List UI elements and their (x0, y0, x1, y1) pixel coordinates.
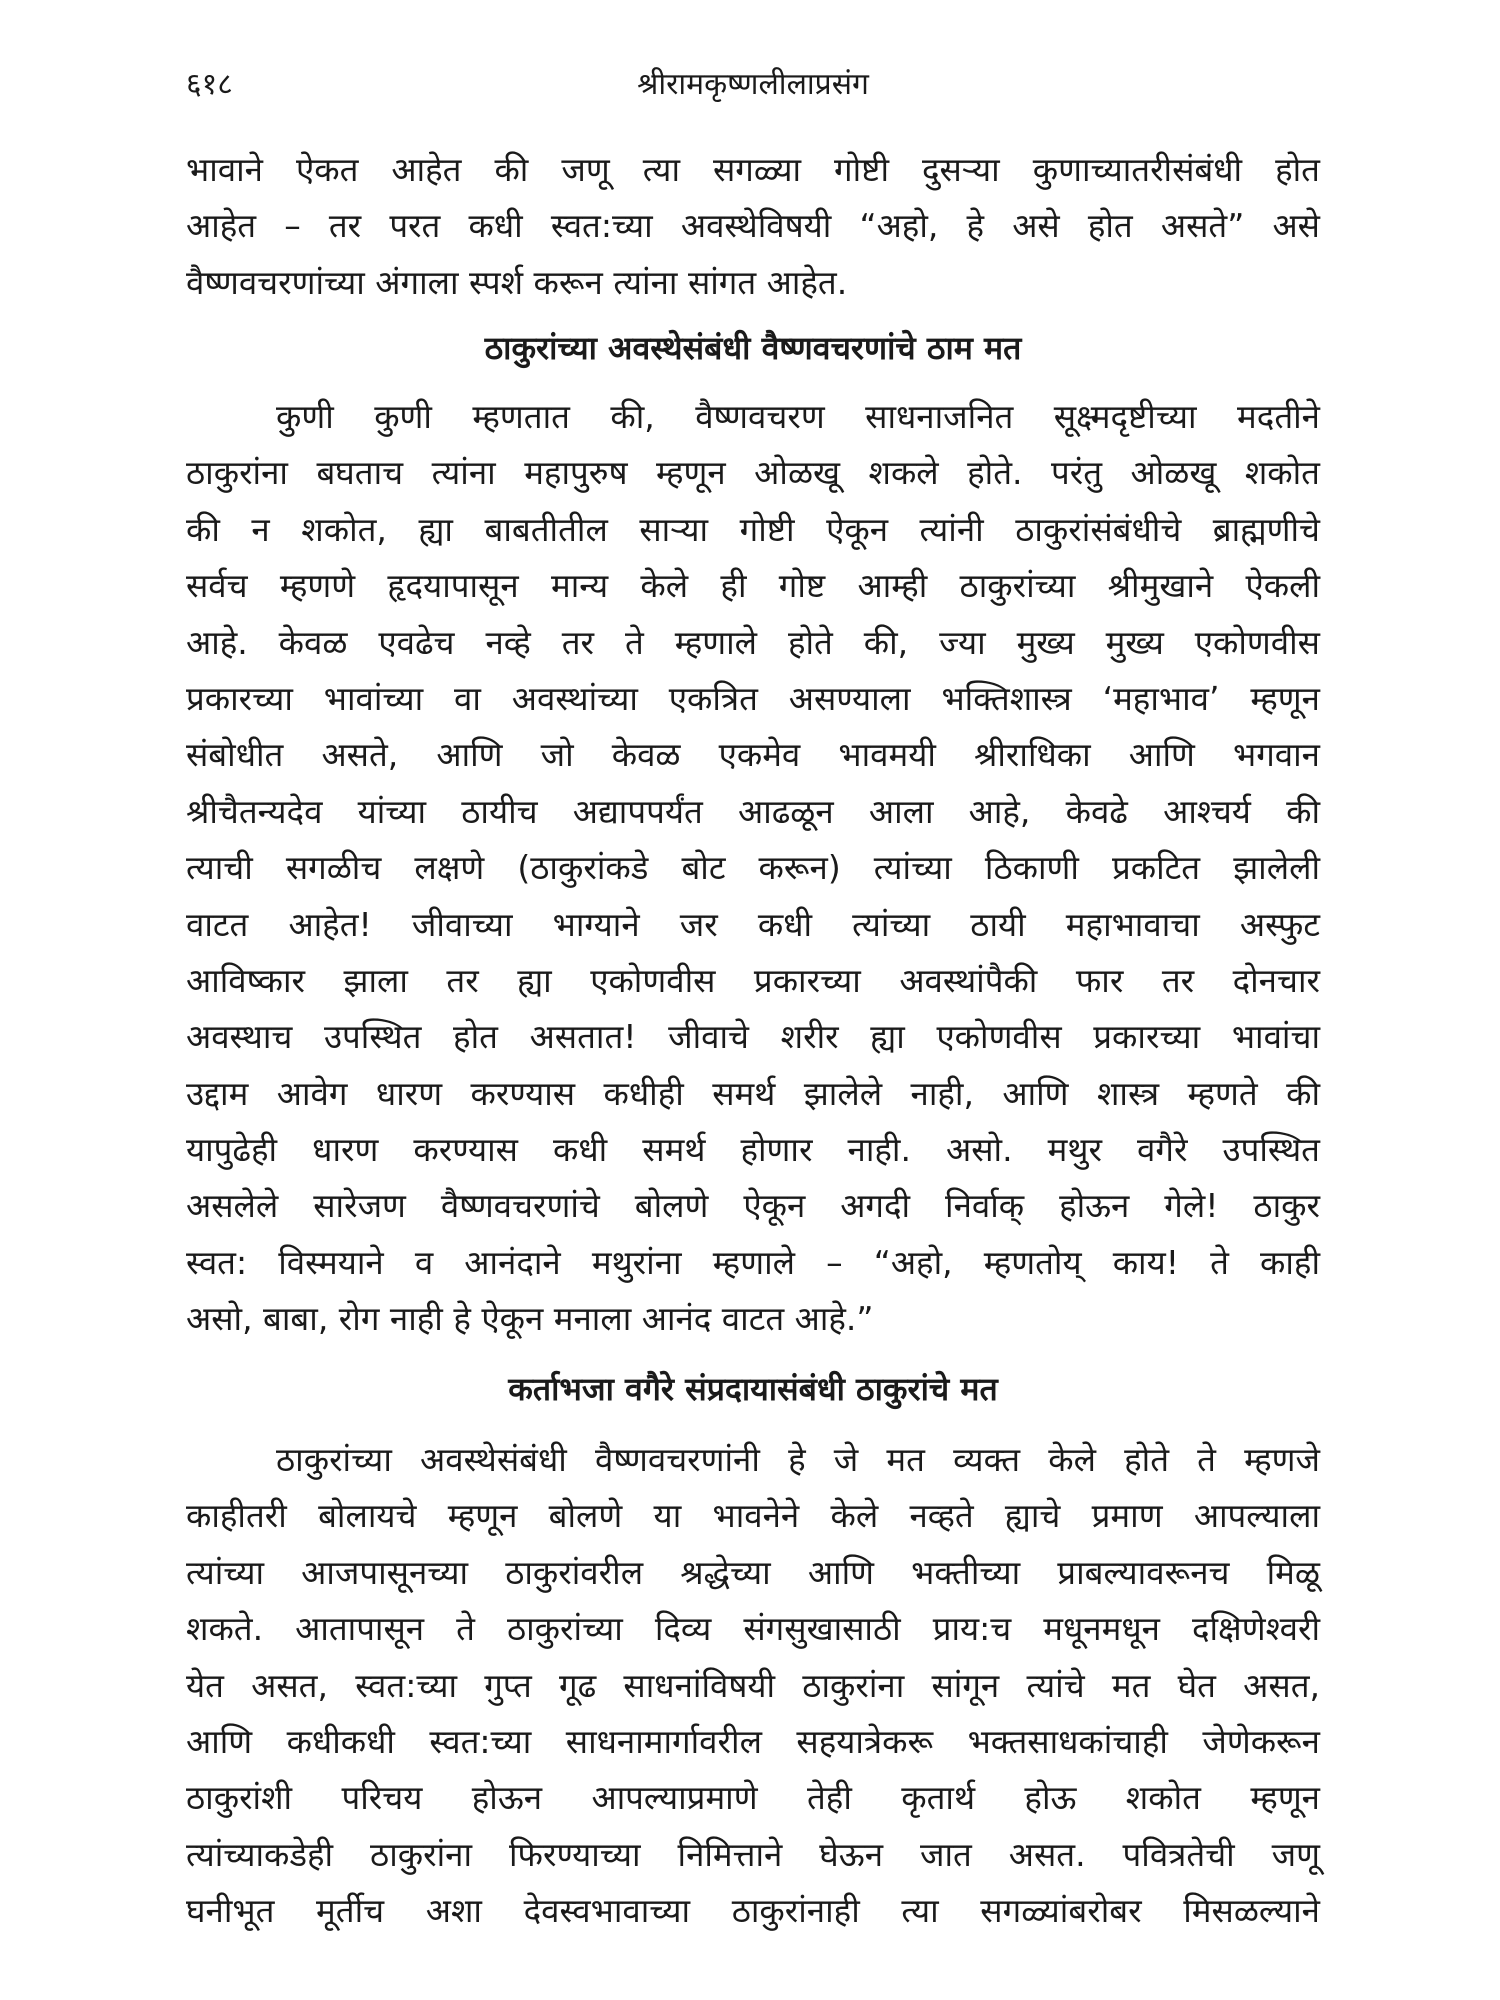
text-line: आणि कधीकधी स्वत:च्या साधनामार्गावरील सहयात्रेकरू भक्तसाधकांचाही जेणेकरून (186, 1721, 1320, 1761)
text-line: अवस्थाच उपस्थित होत असतात! जीवाचे शरीर ह्या एकोणवीस प्रकारच्या भावांचा (186, 1017, 1320, 1057)
paragraph-1 (186, 142, 1320, 311)
text-line: श्रीचैतन्यदेव यांच्या ठायीच अद्यापपर्यंत आढळून आला आहे, केवढे आश्चर्य की (186, 791, 1320, 831)
text-line: वैष्णवचरणांच्या अंगाला स्पर्श करून त्यांना सांगत आहेत. (186, 262, 848, 302)
paragraph-3 (186, 1432, 1320, 1940)
text-line: त्यांच्याकडेही ठाकुरांना फिरण्याच्या निमित्ताने घेऊन जात असत. पवित्रतेची जणू (186, 1834, 1320, 1874)
text-line: आहे. केवळ एवढेच नव्हे तर ते म्हणाले होते की, ज्या मुख्य मुख्य एकोणवीस (186, 622, 1320, 662)
text-line: भावाने ऐकत आहेत की जणू त्या सगळ्या गोष्टी दुसऱ्या कुणाच्यातरीसंबंधी होत (186, 150, 1320, 189)
text-line: शकते. आतापासून ते ठाकुरांच्या दिव्य संगसुखासाठी प्राय:च मधूनमधून दक्षिणेश्वरी (186, 1609, 1320, 1649)
text-line: येत असत, स्वत:च्या गुप्त गूढ साधनांविषयी ठाकुरांना सांगून त्यांचे मत घेत असत, (186, 1665, 1320, 1705)
text-line: की न शकोत, ह्या बाबतीतील साऱ्या गोष्टी ऐकून त्यांनी ठाकुरांसंबंधीचे ब्राह्मणीचे (186, 509, 1320, 549)
text-line: वाटत आहेत! जीवाच्या भाग्याने जर कधी त्यांच्या ठायी महाभावाचा अस्फुट (186, 904, 1320, 944)
text-line: आहेत – तर परत कधी स्वत:च्या अवस्थेविषयी “अहो, हे असे होत असते” असे (186, 206, 1320, 246)
text-line: ठाकुरांच्या अवस्थेसंबंधी वैष्णवचरणांनी हे जे मत व्यक्त केले होते ते म्हणजे (276, 1440, 1320, 1479)
text-line: उद्दाम आवेग धारण करण्यास कधीही समर्थ झालेले नाही, आणि शास्त्र म्हणते की (186, 1073, 1320, 1113)
text-line: संबोधीत असते, आणि जो केवळ एकमेव भावमयी श्रीराधिका आणि भगवान (186, 735, 1320, 775)
text-line: काहीतरी बोलायचे म्हणून बोलणे या भावनेने केले नव्हते ह्याचे प्रमाण आपल्याला (186, 1496, 1320, 1536)
text-line: त्यांच्या आजपासूनच्या ठाकुरांवरील श्रद्धेच्या आणि भक्तीच्या प्राबल्यावरूनच मिळू (186, 1552, 1320, 1592)
text-line: सर्वच म्हणणे हृदयापासून मान्य केले ही गोष्ट आम्ही ठाकुरांच्या श्रीमुखाने ऐकली (186, 566, 1320, 606)
text-line: कुणी कुणी म्हणतात की, वैष्णवचरण साधनाजनित सूक्ष्मदृष्टीच्या मदतीने (276, 397, 1320, 436)
text-line: असलेले सारेजण वैष्णवचरणांचे बोलणे ऐकून अगदी निर्वाक् होऊन गेले! ठाकुर (186, 1186, 1320, 1226)
running-title: श्रीरामकृष्णलीलाप्रसंग (637, 67, 869, 102)
page-header (186, 62, 1320, 112)
text-line: आविष्कार झाला तर ह्या एकोणवीस प्रकारच्या अवस्थांपैकी फार तर दोनचार (186, 960, 1320, 1000)
text-line: घनीभूत मूर्तीच अशा देवस्वभावाच्या ठाकुरांनाही त्या सगळ्यांबरोबर मिसळल्याने (186, 1891, 1320, 1931)
text-line: ठाकुरांना बघताच त्यांना महापुरुष म्हणून ओळखू शकले होते. परंतु ओळखू शकोत (186, 453, 1320, 493)
text-line: असो, बाबा, रोग नाही हे ऐकून मनाला आनंद वाटत आहे.” (186, 1299, 874, 1339)
text-line: त्याची सगळीच लक्षणे (ठाकुरांकडे बोट करून) त्यांच्या ठिकाणी प्रकटित झालेली (186, 848, 1320, 888)
section-heading-2: कर्ताभजा वगैरे संप्रदायासंबंधी ठाकुरांचे मत (508, 1370, 998, 1408)
text-line: ठाकुरांशी परिचय होऊन आपल्याप्रमाणे तेही कृतार्थ होऊ शकोत म्हणून (186, 1778, 1320, 1818)
section-heading-1: ठाकुरांच्या अवस्थेसंबंधी वैष्णवचरणांचे ठाम मत (484, 329, 1022, 367)
text-line: यापुढेही धारण करण्यास कधी समर्थ होणार नाही. असो. मथुर वगैरे उपस्थित (186, 1130, 1320, 1170)
text-line: प्रकारच्या भावांच्या वा अवस्थांच्या एकत्रित असण्याला भक्तिशास्त्र ‘महाभाव’ म्हणून (186, 678, 1320, 718)
text-line: स्वत: विस्मयाने व आनंदाने मथुरांना म्हणाले – “अहो, म्हणतोय् काय! ते काही (186, 1242, 1320, 1282)
page-number: ६१८ (186, 67, 233, 102)
paragraph-2 (186, 389, 1320, 1348)
